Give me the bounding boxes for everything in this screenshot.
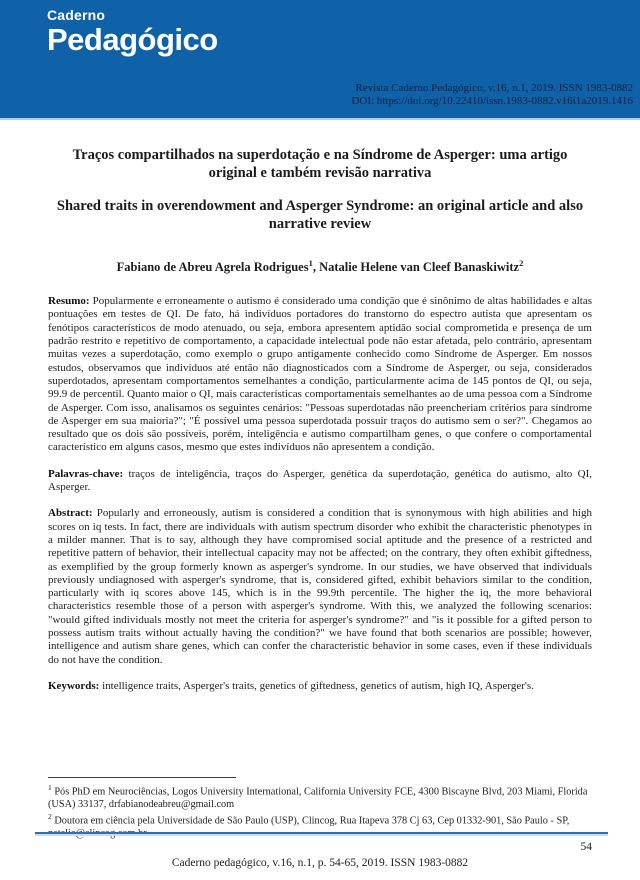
author-1-name: Fabiano de Abreu Agrela Rodrigues bbox=[116, 260, 309, 275]
author-2-name: Natalie Helene van Cleef Banaskiwitz bbox=[319, 260, 520, 275]
footer-blue-rule bbox=[35, 832, 608, 834]
article-title-portuguese: Traços compartilhados na superdotação e na Síndrome de Asperger: uma artigo original e também revisão narrativa bbox=[72, 147, 568, 181]
footnote-2-marker: 2 bbox=[48, 812, 52, 822]
journal-issue-line: Revista Caderno Pedagógico, v.16, n.1, 2019. ISSN 1983-0882 bbox=[355, 82, 633, 94]
footnote-2-text: Doutora em ciência pela Universidade de São Paulo (USP), Clincog, Rua Itapeva 378 Cj 63, Cep 01332-901, São Paulo - SP, natalie@clincog.com.br bbox=[48, 815, 570, 840]
palavras-chave-paragraph bbox=[48, 468, 592, 495]
footnote-separator-rule bbox=[48, 777, 236, 778]
journal-logo-main-text: Pedagógico bbox=[47, 22, 218, 57]
journal-doi-line: DOI: https://doi.org/10.22410/issn.1983-0882.v16i1a2019.1416 bbox=[351, 95, 633, 107]
journal-header-band bbox=[0, 0, 640, 120]
journal-logo-top-text: Caderno bbox=[47, 7, 106, 23]
article-title-english: Shared traits in overendowment and Asperger Syndrome: an original article and also narrative review bbox=[56, 198, 584, 232]
authors-separator: , bbox=[312, 260, 320, 275]
authors-line bbox=[48, 256, 592, 275]
abstract-label: Abstract: bbox=[48, 507, 93, 520]
keywords-paragraph bbox=[48, 680, 592, 693]
keywords-text: intelligence traits, Asperger's traits, genetics of giftedness, genetics of autism, high IQ, Asperger's. bbox=[99, 679, 534, 692]
resumo-label: Resumo: bbox=[48, 295, 90, 308]
resumo-text: Popularmente e erroneamente o autismo é considerado uma condição que é sinônimo de altas habilidades e altas pontuações em testes de QI. De fato, há indivíduos portadores do transtorno do espectro autista que apresentam os fenótipos característicos de modo atenuado, ou seja, embora apresentem aptidão social comprometida e presença de um padrão restrito e repetitivo de comportamento, a capacidade intelectual pode não estar afetada, pelo contrário, apresentam muitas vezes a superdotação, como exemplo o grupo antigamente conhecido como Síndrome de Asperger. Em nossos estudos, observamos que indivíduos até então não diagnosticados com a Síndrome de Asperger, ou seja, considerados superdotados, apresentam comportamentos semelhantes a condição, particularmente acima de 145 pontos de QI, ou seja, 99.9 de percentil. Quanto maior o QI, mais características comportamentais semelhantes ao de uma pessoa com a Síndrome de Asperger. Com isso, analisamos os seguintes cenários: "Pessoas superdotadas não preencheriam critérios para síndrome de Asperger em sua maioria?"; "É possível uma pessoa superdotada possuir traços do autismo sem o ser?". Chegamos ao resultado que os dois são possíveis, porém, inteligência e autismo compartilham genes, o que confere o comportamental característico em alguns casos, mesmo que estes indivíduos não apresentem a condição. bbox=[48, 295, 592, 454]
abstract-paragraph bbox=[48, 507, 592, 667]
footer-citation: Caderno pedagógico, v.16, n.1, p. 54-65, 2019. ISSN 1983-0882 bbox=[171, 857, 469, 869]
resumo-paragraph bbox=[48, 295, 592, 455]
page-number: 54 bbox=[580, 841, 592, 853]
author-2-affiliation-marker: 2 bbox=[519, 258, 524, 268]
footnote-1-marker: 1 bbox=[48, 783, 52, 792]
author-1-affiliation-marker: 1 bbox=[308, 258, 313, 268]
journal-issue-info bbox=[351, 82, 633, 108]
palavras-chave-label: Palavras-chave: bbox=[48, 467, 124, 480]
palavras-chave-text: traços de inteligência, traços do Asperger, genética da superdotação, genética do autismo, alto QI, Asperger. bbox=[48, 467, 592, 494]
keywords-label: Keywords: bbox=[48, 679, 100, 692]
journal-logo bbox=[47, 8, 218, 55]
footnote-affiliation-2 bbox=[48, 811, 592, 840]
footnote-1-text: Pós PhD em Neurociências, Logos University International, California University FCE, 4300 Biscayne Blvd, 203 Miami, Florida (USA) 33137, drfabianodeabreu@gmail.com bbox=[48, 786, 588, 810]
footnote-affiliation-1 bbox=[48, 782, 592, 811]
abstract-text: Popularly and erroneously, autism is considered a condition that is synonymous with high abilities and high scores on iq tests. In fact, there are individuals with autism spectrum disorder who exhibit the characteristic phenotypes in a milder manner. That is to say, although they have compromised social aptitude and the presence of a restricted and repetitive pattern of behavior, their intellectual capacity may not be affected; on the contrary, they often exhibit giftedness, as exemplified by the group formerly known as asperger's syndrome. In our studies, we have observed that individuals previously undiagnosed with asperger's syndrome, that is, considered gifted, exhibit behaviors similar to the condition, particularly with iq scores above 145, which is in the 99.9th percentile. The higher the iq, the more behavioral characteristics resemble those of a person with asperger's syndrome. With this, we analyzed the following scenarios: "would gifted individuals mostly not meet the criteria for asperger's syndrome?" and "is it possible for a gifted person to possess autism traits without actually having the condition?" we have found that both scenarios are possible; however, intelligence and autism share genes, which can confer the characteristic behavior in some cases, even if these individuals do not have the condition. bbox=[48, 507, 592, 666]
article-content bbox=[0, 146, 640, 693]
